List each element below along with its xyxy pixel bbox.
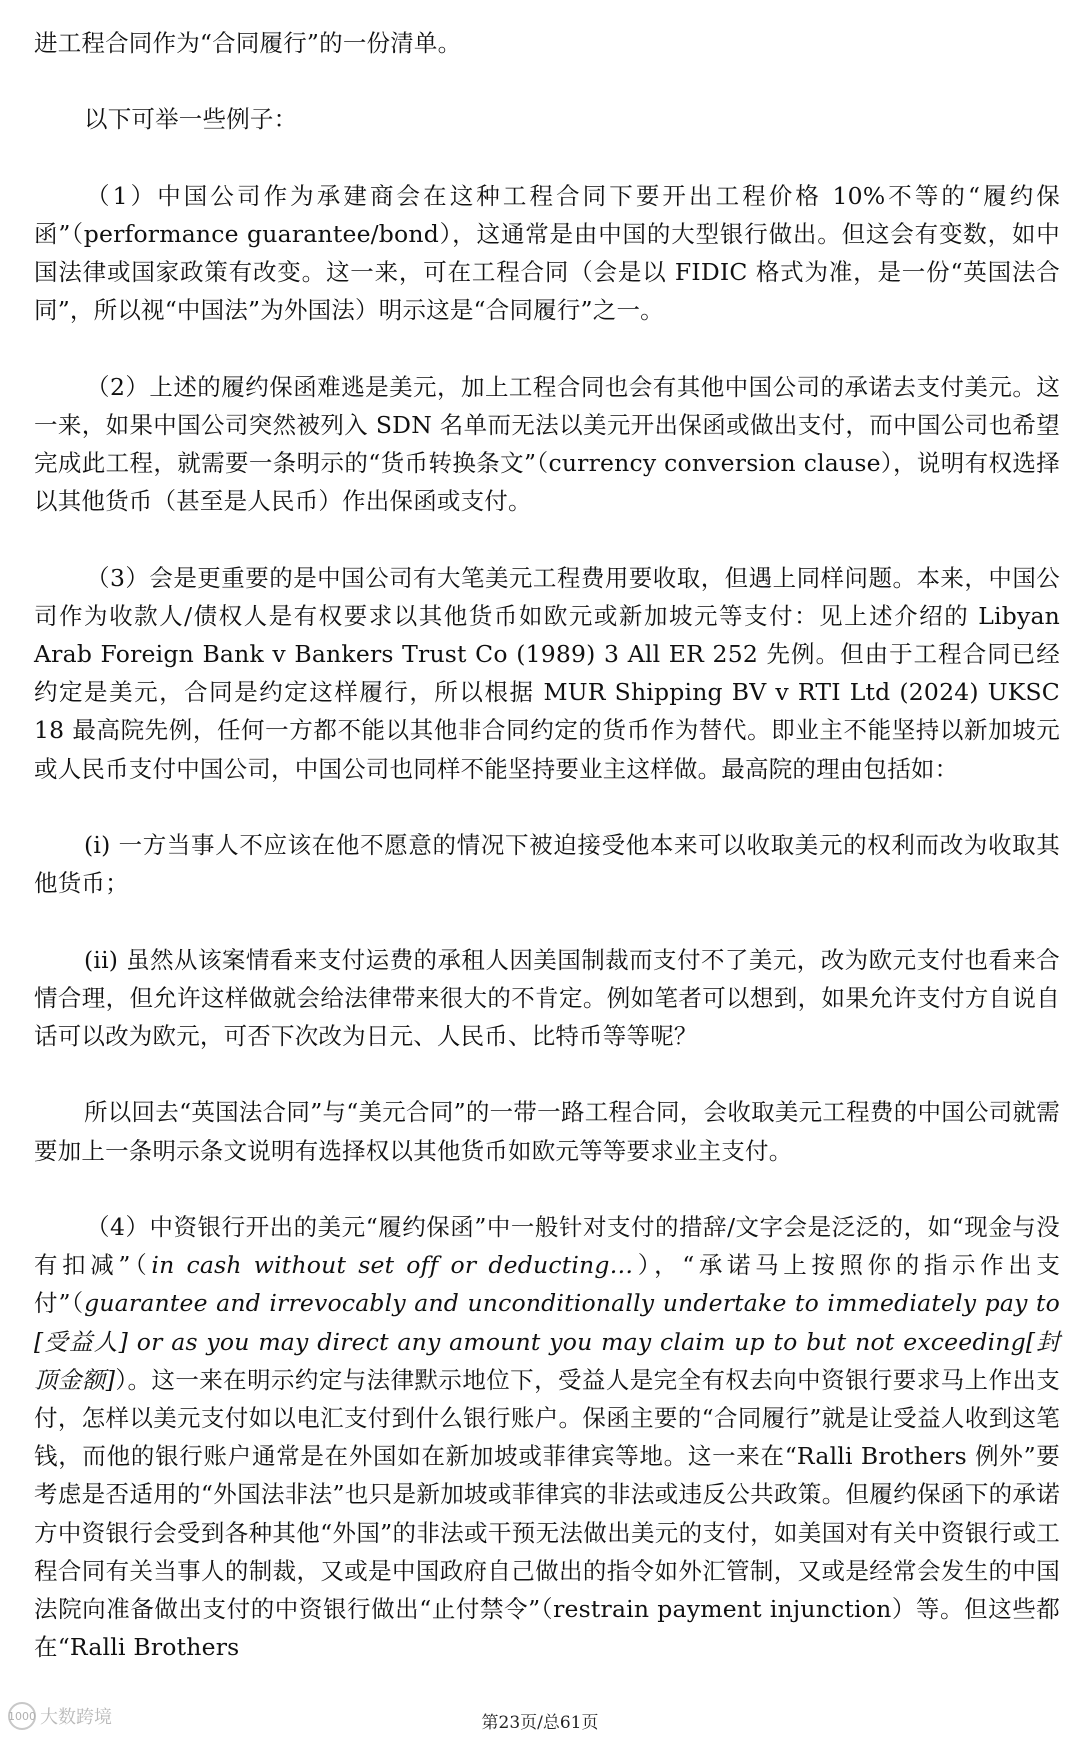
paragraph-examples-lead: 以下可举一些例子： <box>84 105 298 134</box>
example-4-italic-2: guarantee and irrevocably and unconditionally undertake to immediately pay to [受益人] or as you may direct any amount you may claim up to but not exceeding[封顶金额] <box>34 1289 1060 1394</box>
watermark-logo-icon: 1000 <box>8 1702 36 1730</box>
paragraph-conclusion: 所以回去“英国法合同”与“美元合同”的一带一路工程合同，会收取美元工程费的中国公司就需要加上一条明示条文说明有选择权以其他货币如欧元等等要求业主支付。 <box>34 1098 1060 1165</box>
paragraph-example-1: （1）中国公司作为承建商会在这种工程合同下要开出工程价格 10%不等的“履约保函”（performance guarantee/bond），这通常是由中国的大型银行做出。但这会有变数，如中国法律或国家政策有改变。这一来，可在工程合同（会是以 FIDIC 格式为准，是一份“英国法合同”，所以视“中国法”为外国法）明示这是“合同履行”之一。 <box>34 181 1060 325</box>
watermark-brand-text: 大数跨境 <box>40 1707 112 1728</box>
paragraph-reason-ii: (ii) 虽然从该案情看来支付运费的承租人因美国制裁而支付不了美元，改为欧元支付也看来合情合理，但允许这样做就会给法律带来很大的不肯定。例如笔者可以想到，如果允许支付方自说自话可以改为欧元，可否下次改为日元、人民币、比特币等等呢？ <box>34 945 1060 1050</box>
example-4-text-a: （4）中资银行开出的美元“履约保函”中一般针对支付的措辞/文字会是泛泛的，如“现金与没有扣减”（ <box>34 1212 1060 1280</box>
paragraph-example-4 <box>34 1208 1060 1666</box>
paragraph-example-3: （3）会是更重要的是中国公司有大笔美元工程费用要收取，但遇上同样问题。本来，中国公司作为收款人/债权人是有权要求以其他货币如欧元或新加坡元等支付：见上述介绍的 Libyan Arab Foreign Bank v Bankers Trust Co (1989) 3 All ER 252 先例。但由于工程合同已经约定是美元，合同是约定这样履行，所以根据 MUR Shipping BV v RTI Ltd (2024) UKSC 18 最高院先例，任何一方都不能以其他非合同约定的货币作为替代。即业主不能坚持以新加坡元或人民币支付中国公司，中国公司也同样不能坚持要业主这样做。最高院的理由包括如： <box>34 563 1060 783</box>
example-4-italic-1: in cash without set off or deducting… <box>151 1251 634 1280</box>
paragraph-reason-i: (i) 一方当事人不应该在他不愿意的情况下被迫接受他本来可以收取美元的权利而改为收取其他货币； <box>34 831 1060 898</box>
page-number-footer: 第23页/总61页 <box>481 1713 599 1733</box>
paragraph-intro: 进工程合同作为“合同履行”的一份清单。 <box>34 29 462 57</box>
example-4-text-b: ），“承诺马上按照你的指示作出支付”（ <box>34 1251 1061 1318</box>
example-4-text-c: ）。这一来在明示约定与法律默示地位下，受益人是完全有权去向中资银行要求马上作出支付，怎样以美元支付如以电汇支付到什么银行账户。保函主要的“合同履行”就是让受益人收到这笔钱，而他的银行账户通常是在外国如在新加坡或菲律宾等地。这一来在“Ralli Brothers 例外”要考虑是否适用的“外国法非法”也只是新加坡或菲律宾的非法或违反公共政策。但履约保函下的承诺方中资银行会受到各种其他“外国”的非法或干预无法做出美元的支付，如美国对有关中资银行或工程合同有关当事人的制裁，又或是中国政府自己做出的指令如外汇管制，又或是经常会发生的中国法院向准备做出支付的中资银行做出“止付禁令”（restrain payment injunction）等。但这些都在“Ralli Brothers <box>34 1365 1061 1662</box>
paragraph-example-2: （2）上述的履约保函难逃是美元，加上工程合同也会有其他中国公司的承诺去支付美元。这一来，如果中国公司突然被列入 SDN 名单而无法以美元开出保函或做出支付，而中国公司也希望完成此工程，就需要一条明示的“货币转换条文”（currency conversion clause），说明有权选择以其他货币（甚至是人民币）作出保函或支付。 <box>34 372 1060 516</box>
